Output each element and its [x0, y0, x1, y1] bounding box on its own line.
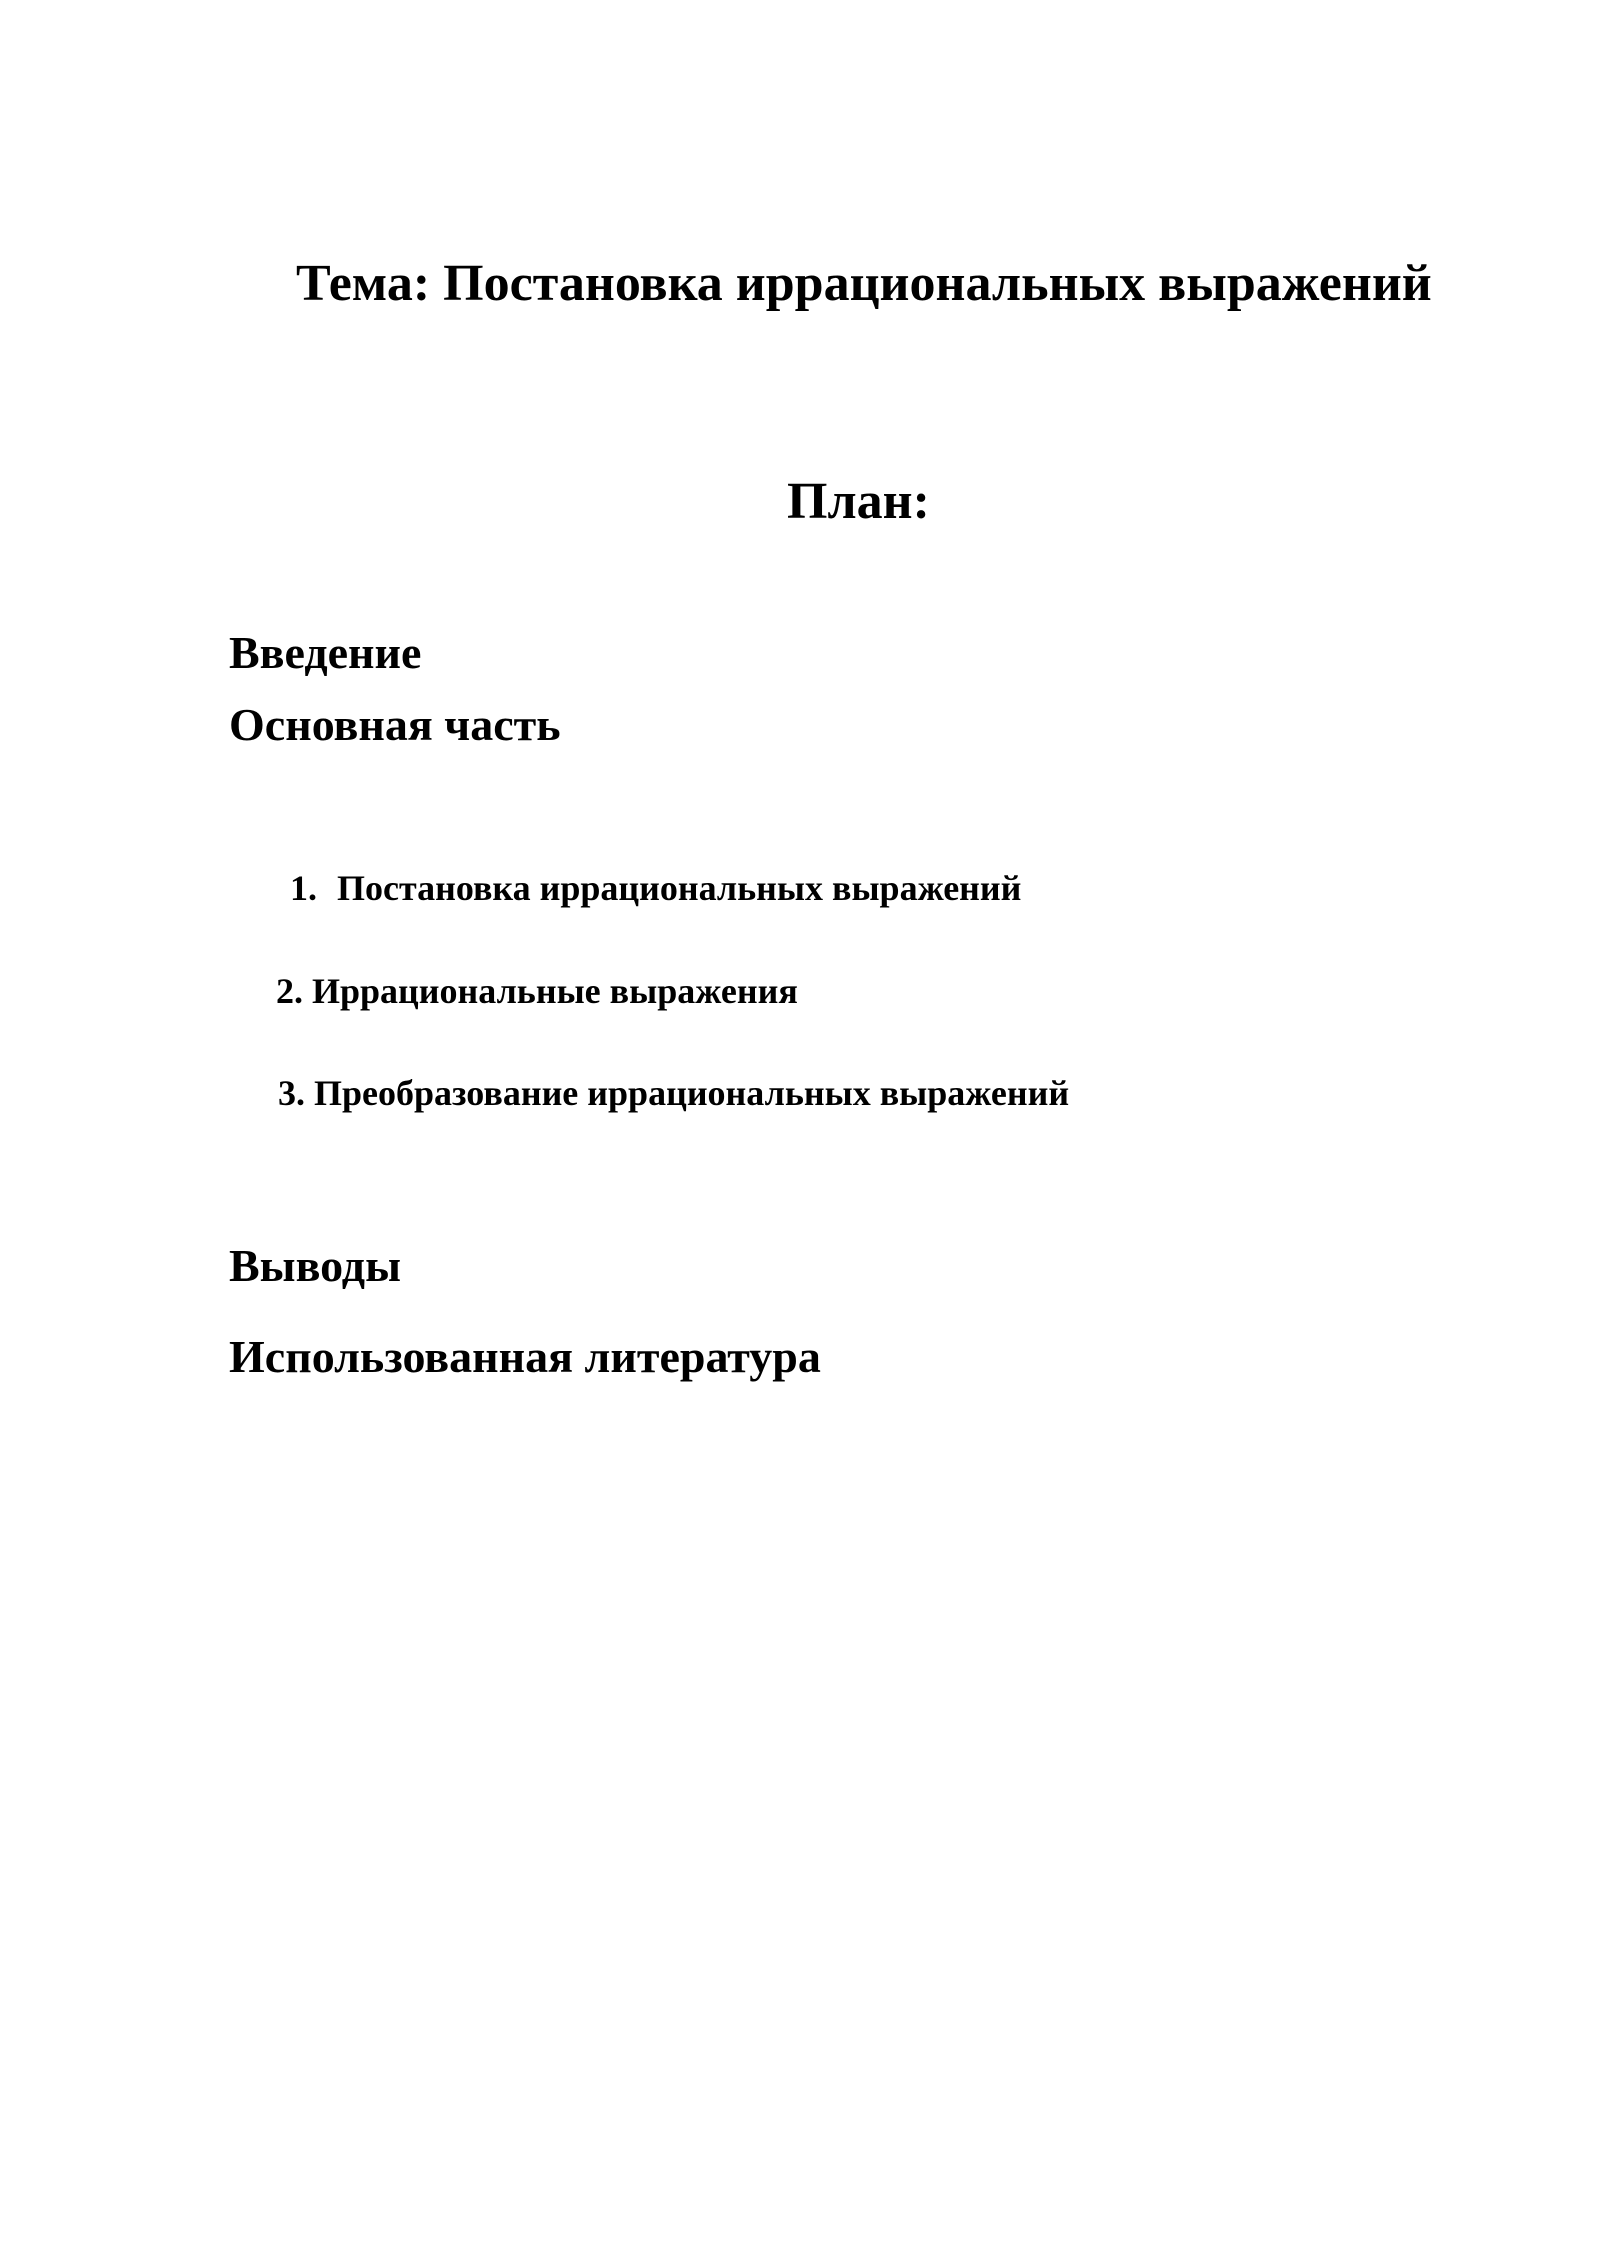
plan-item-label: Постановка иррациональных выражений	[337, 868, 1022, 908]
plan-item-3	[278, 1075, 1069, 1111]
section-conclusions: Выводы	[229, 1240, 401, 1291]
plan-item-2	[276, 973, 798, 1009]
section-main-part: Основная часть	[229, 699, 561, 750]
plan-item-label: Преобразование иррациональных выражений	[314, 1073, 1070, 1113]
section-literature: Использованная литература	[229, 1331, 821, 1382]
plan-item-label: Иррациональные выражения	[312, 971, 798, 1011]
plan-item-number: 1.	[290, 868, 317, 908]
plan-item-1	[290, 870, 1021, 906]
plan-item-number: 3.	[278, 1073, 305, 1113]
plan-item-number: 2.	[276, 971, 303, 1011]
section-intro: Введение	[229, 627, 422, 678]
plan-heading: План:	[787, 473, 930, 530]
document-title: Тема: Постановка иррациональных выражений	[296, 255, 1432, 312]
